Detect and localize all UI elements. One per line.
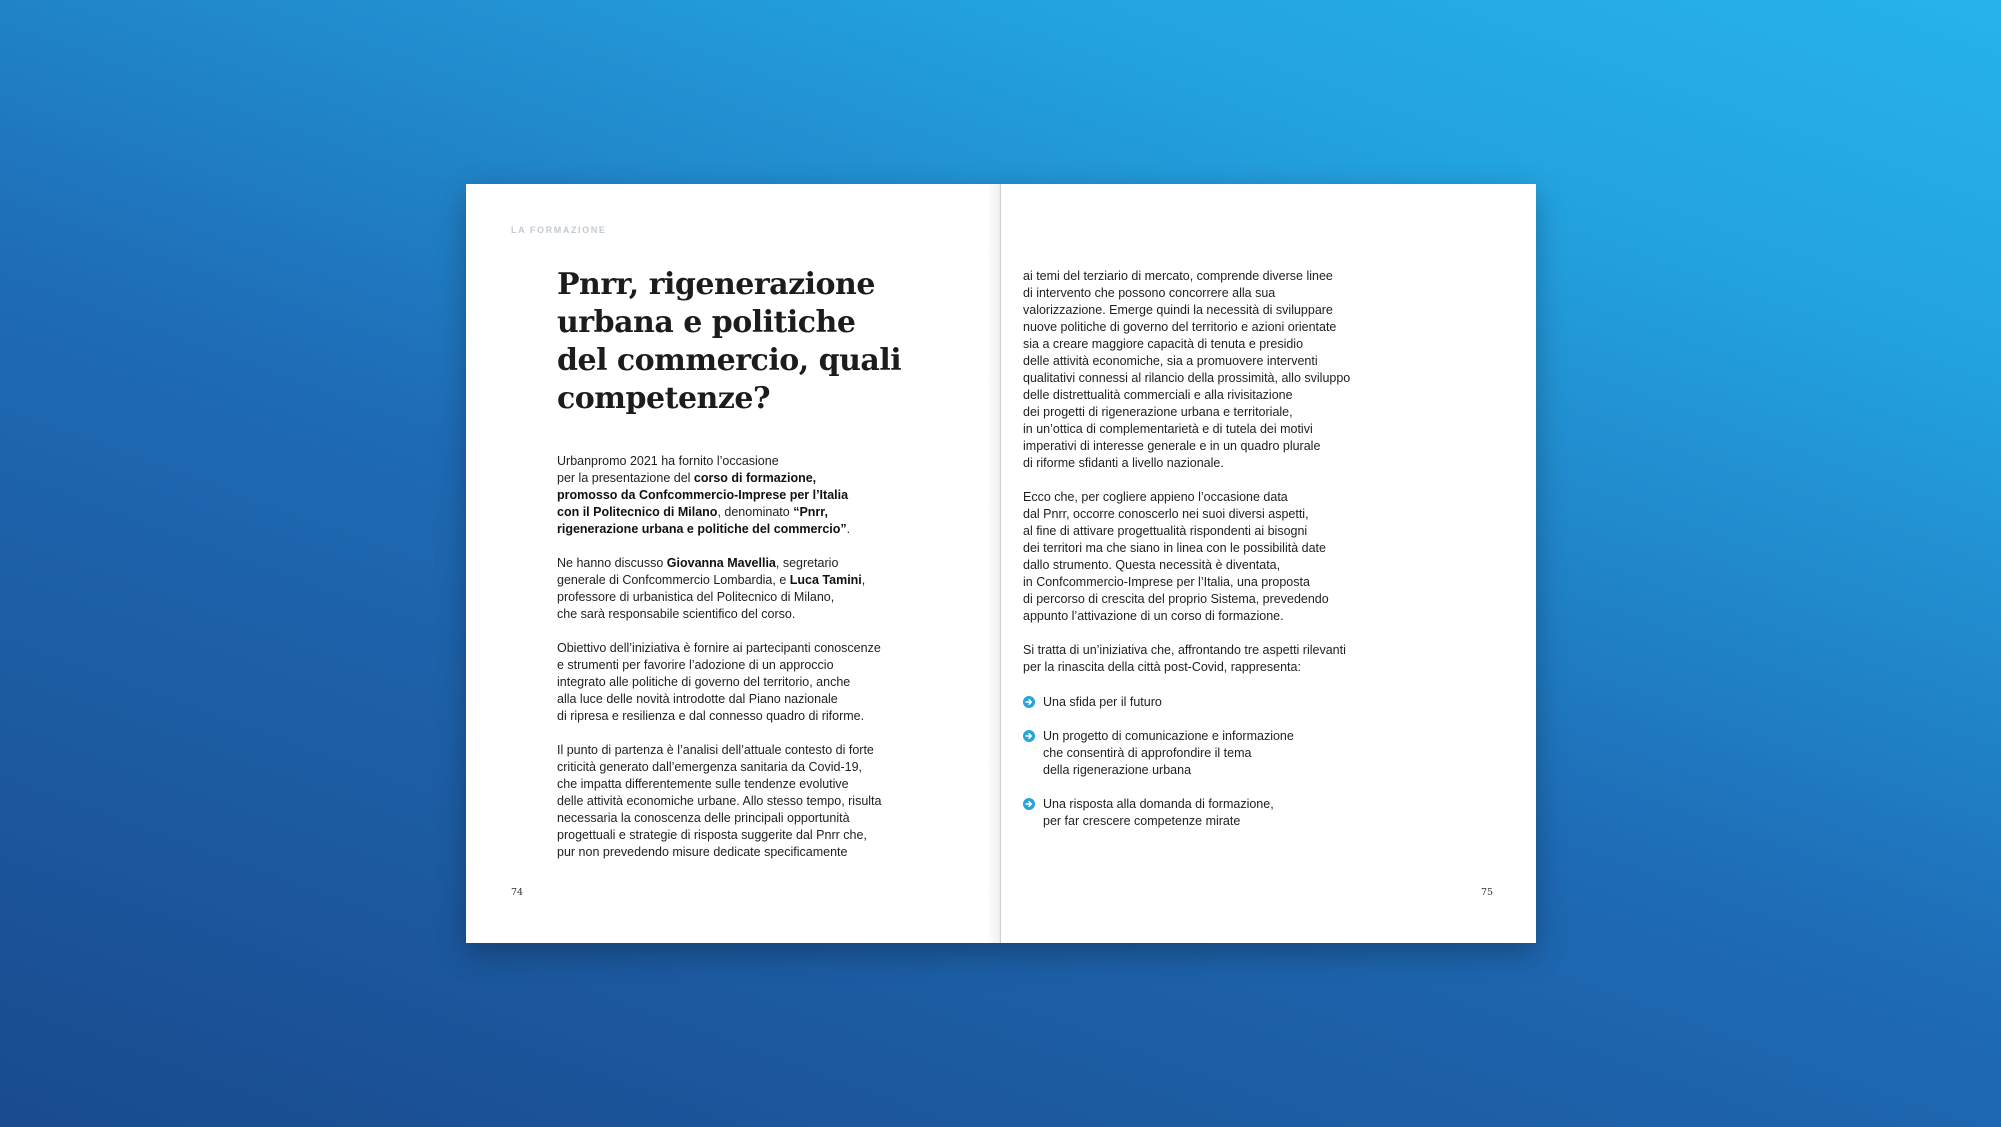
continuation-paragraph (1023, 268, 1403, 472)
arrow-circle-icon (1023, 730, 1035, 742)
page-number-left: 74 (511, 887, 524, 898)
text-line: professore di urbanistica del Politecnico di Milano, (557, 590, 835, 604)
text-line: per la rinascita della città post-Covid, rappresenta: (1023, 660, 1301, 674)
text-line: valorizzazione. Emerge quindi la necessità di sviluppare (1023, 303, 1333, 317)
magazine-spread (466, 184, 1536, 943)
bold-text-run: rigenerazione urbana e politiche del commercio” (557, 522, 847, 536)
text-run: Ne hanno discusso (557, 556, 667, 570)
text-line: al fine di attivare progettualità rispondenti ai bisogni (1023, 524, 1308, 538)
text-line (557, 521, 927, 538)
text-line: Urbanpromo 2021 ha fornito l’occasione (557, 454, 779, 468)
bullet-item (1023, 796, 1403, 830)
text-line: delle attività economiche urbane. Allo stesso tempo, risulta (557, 794, 882, 808)
text-line: di percorso di crescita del proprio Sistema, prevedendo (1023, 592, 1329, 606)
text-line: dal Pnrr, occorre conoscerlo nei suoi diversi aspetti, (1023, 507, 1309, 521)
bullet-line: Una sfida per il futuro (1043, 695, 1162, 709)
text-line: dei territori ma che siano in linea con le possibilità date (1023, 541, 1326, 555)
text-line: Il punto di partenza è l’analisi dell’attuale contesto di forte (557, 743, 874, 757)
title-line: Pnrr, rigenerazione (557, 267, 875, 302)
text-line (557, 487, 927, 504)
objective-paragraph (557, 640, 927, 725)
bullet-item (1023, 728, 1403, 779)
bullet-line: della rigenerazione urbana (1043, 763, 1192, 777)
text-line: integrato alle politiche di governo del territorio, anche (557, 675, 851, 689)
text-line: alla luce delle novità introdotte dal Piano nazionale (557, 692, 838, 706)
bold-text-run: promosso da Confcommercio-Imprese per l’Italia (557, 488, 849, 502)
text-run: , (861, 573, 866, 587)
text-line: in un’ottica di complementarietà e di tutela dei motivi (1023, 422, 1313, 436)
text-line: che impatta differentemente sulle tendenze evolutive (557, 777, 849, 791)
bold-text-run: con il Politecnico di Milano (557, 505, 718, 519)
text-line: criticità generato dall’emergenza sanitaria da Covid-19, (557, 760, 863, 774)
text-line: pur non prevedendo misure dedicate specificamente (557, 845, 848, 859)
bold-text-run: corso di formazione, (693, 471, 817, 485)
bullet-line: che consentirà di approfondire il tema (1043, 746, 1252, 760)
text-line: e strumenti per favorire l’adozione di un approccio (557, 658, 834, 672)
text-run: generale di Confcommercio Lombardia, e (557, 573, 790, 587)
title-line: del commercio, quali (557, 343, 902, 378)
speaker-name: Giovanna Mavellia (666, 556, 776, 570)
text-line: in Confcommercio-Imprese per l’Italia, una proposta (1023, 575, 1310, 589)
speakers-paragraph (557, 555, 927, 623)
text-line: appunto l’attivazione di un corso di formazione. (1023, 609, 1284, 623)
text-line: di riforme sfidanti a livello nazionale. (1023, 456, 1224, 470)
text-line: ai temi del terziario di mercato, comprende diverse linee (1023, 269, 1333, 283)
text-run: . (846, 522, 851, 536)
article-title (557, 266, 917, 418)
starting-point-paragraph (557, 742, 927, 861)
text-line: Obiettivo dell’iniziativa è fornire ai partecipanti conoscenze (557, 641, 881, 655)
text-line: dei progetti di rigenerazione urbana e territoriale, (1023, 405, 1293, 419)
left-page (466, 184, 1001, 943)
text-line (557, 504, 927, 521)
intro-paragraph (557, 453, 927, 538)
text-line: necessaria la conoscenza delle principali opportunità (557, 811, 850, 825)
text-line: Ecco che, per cogliere appieno l’occasione data (1023, 490, 1288, 504)
text-line: progettuali e strategie di risposta suggerite dal Pnrr che, (557, 828, 867, 842)
speaker-name: Luca Tamini (789, 573, 862, 587)
text-line: di ripresa e resilienza e dal connesso quadro di riforme. (557, 709, 865, 723)
text-run: per la presentazione del (557, 471, 694, 485)
text-line: nuove politiche di governo del territorio e azioni orientate (1023, 320, 1337, 334)
arrow-circle-icon (1023, 696, 1035, 708)
text-line: dallo strumento. Questa necessità è diventata, (1023, 558, 1281, 572)
text-run: , denominato (717, 505, 794, 519)
title-line: urbana e politiche (557, 305, 856, 340)
text-line: delle attività economiche, sia a promuovere interventi (1023, 354, 1318, 368)
bullet-list (1023, 694, 1403, 830)
title-line: competenze? (557, 381, 771, 416)
text-line: che sarà responsabile scientifico del corso. (557, 607, 796, 621)
text-line: imperativi di interesse generale e in un quadro plurale (1023, 439, 1321, 453)
bullet-line: Un progetto di comunicazione e informazione (1043, 729, 1294, 743)
bold-text-run: “Pnrr, (793, 505, 828, 519)
right-column (1023, 268, 1403, 847)
text-run: , segretario (775, 556, 839, 570)
text-line: di intervento che possono concorrere alla sua (1023, 286, 1276, 300)
bullet-line: Una risposta alla domanda di formazione, (1043, 797, 1274, 811)
text-line (557, 555, 927, 572)
text-line: sia a creare maggiore capacità di tenuta e presidio (1023, 337, 1304, 351)
text-line: Si tratta di un’iniziativa che, affrontando tre aspetti rilevanti (1023, 643, 1346, 657)
left-column (557, 453, 927, 878)
initiative-paragraph (1023, 642, 1403, 676)
bullet-line: per far crescere competenze mirate (1043, 814, 1241, 828)
bullet-item (1023, 694, 1403, 711)
text-line: delle distrettualità commerciali e alla rivisitazione (1023, 388, 1293, 402)
text-line: qualitativi connessi al rilancio della prossimità, allo sviluppo (1023, 371, 1351, 385)
arrow-circle-icon (1023, 798, 1035, 810)
text-line (557, 572, 927, 589)
section-label: LA FORMAZIONE (511, 225, 607, 235)
text-line (557, 470, 927, 487)
page-number-right: 75 (1481, 887, 1494, 898)
opportunity-paragraph (1023, 489, 1403, 625)
